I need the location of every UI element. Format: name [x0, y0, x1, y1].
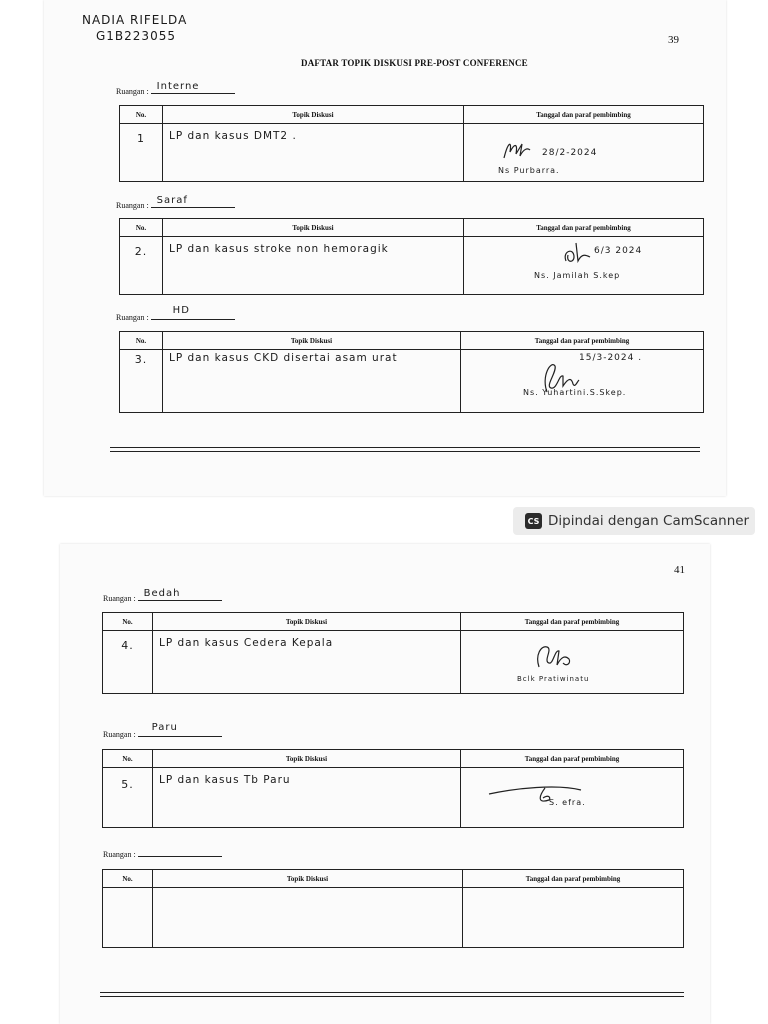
- row-number: 3.: [120, 350, 163, 413]
- col-no: No.: [120, 332, 163, 350]
- col-topic: Topik Diskusi: [163, 332, 461, 350]
- ruangan-value: Interne: [156, 81, 200, 92]
- ruangan-label: Ruangan :: [116, 201, 149, 210]
- row-number: 5.: [103, 768, 153, 828]
- ruangan-value: Bedah: [143, 588, 181, 599]
- col-no: No.: [103, 613, 153, 631]
- topic-text: [153, 888, 463, 948]
- discussion-table: [102, 612, 684, 694]
- ruangan-value: HD: [172, 305, 190, 316]
- ruangan-line: [138, 846, 222, 857]
- ruangan-value: Saraf: [156, 195, 188, 206]
- discussion-table: [102, 869, 684, 948]
- col-topic: Topik Diskusi: [153, 613, 461, 631]
- ruangan-label: Ruangan :: [103, 594, 136, 603]
- signature-cell: [464, 124, 704, 182]
- col-topic: Topik Diskusi: [153, 870, 463, 888]
- student-id: G1B223055: [96, 29, 176, 43]
- topic-text: LP dan kasus DMT2 .: [163, 124, 464, 182]
- signature-cell: [464, 237, 704, 295]
- signature-cell: [461, 631, 684, 694]
- sign-date: 28/2-2024: [542, 148, 598, 158]
- sign-date: 15/3-2024 .: [579, 353, 643, 363]
- topic-text: LP dan kasus Tb Paru: [153, 768, 461, 828]
- ruangan-line: [151, 305, 235, 320]
- supervisor-name: Ns Purbarra.: [498, 166, 560, 175]
- scanned-page-41: [60, 544, 710, 1024]
- scanned-page-39: [44, 0, 726, 496]
- col-no: No.: [103, 750, 153, 768]
- sign-date: 6/3 2024: [594, 246, 643, 256]
- student-name: NADIA RIFELDA: [82, 13, 188, 27]
- document-title: DAFTAR TOPIK DISKUSI PRE-POST CONFERENCE: [301, 58, 528, 68]
- page-number: 39: [668, 34, 679, 46]
- col-no: No.: [103, 870, 153, 888]
- camscanner-watermark: [513, 507, 755, 535]
- col-no: No.: [120, 219, 163, 237]
- col-topic: Topik Diskusi: [163, 219, 464, 237]
- supervisor-name: S. efra.: [549, 798, 586, 807]
- camscanner-text: Dipindai dengan CamScanner: [548, 513, 750, 529]
- ruangan-line: [151, 197, 235, 208]
- ruangan-field: [116, 83, 235, 96]
- page-number: 41: [674, 564, 685, 576]
- ruangan-label: Ruangan :: [116, 313, 149, 322]
- bottom-double-rule: [110, 447, 700, 452]
- col-date-sign: Tanggal dan paraf pembimbing: [461, 613, 684, 631]
- ruangan-line: [138, 590, 222, 601]
- col-topic: Topik Diskusi: [163, 106, 464, 124]
- supervisor-name: Ns. Yuhartini.S.Skep.: [523, 388, 627, 397]
- topic-text: LP dan kasus Cedera Kepala: [153, 631, 461, 694]
- discussion-table: [119, 105, 704, 182]
- col-topic: Topik Diskusi: [153, 750, 461, 768]
- camscanner-icon: CS: [525, 513, 542, 529]
- ruangan-field: [103, 590, 222, 603]
- supervisor-name: Ns. Jamilah S.kep: [534, 271, 621, 280]
- ruangan-value: Paru: [151, 722, 178, 733]
- discussion-table: [119, 331, 704, 413]
- row-number: 1: [120, 124, 163, 182]
- ruangan-line: [138, 722, 222, 737]
- bottom-double-rule: [100, 992, 684, 997]
- discussion-table: [102, 749, 684, 828]
- supervisor-name: Bclk Pratiwinatu: [517, 675, 590, 683]
- topic-text: LP dan kasus CKD disertai asam urat: [163, 350, 461, 413]
- signature-cell: [461, 350, 704, 413]
- signature-mark: [560, 241, 594, 267]
- signature-cell: [463, 888, 684, 948]
- ruangan-field: [103, 846, 222, 859]
- col-no: No.: [120, 106, 163, 124]
- col-date-sign: Tanggal dan paraf pembimbing: [461, 750, 684, 768]
- row-number: [103, 888, 153, 948]
- ruangan-field: [116, 197, 235, 210]
- row-number: 4.: [103, 631, 153, 694]
- discussion-table: [119, 218, 704, 295]
- topic-text: LP dan kasus stroke non hemoragik: [163, 237, 464, 295]
- ruangan-field: [116, 305, 235, 322]
- row-number: 2.: [120, 237, 163, 295]
- ruangan-field: [103, 722, 222, 739]
- col-date-sign: Tanggal dan paraf pembimbing: [464, 219, 704, 237]
- ruangan-label: Ruangan :: [103, 730, 136, 739]
- col-date-sign: Tanggal dan paraf pembimbing: [463, 870, 684, 888]
- col-date-sign: Tanggal dan paraf pembimbing: [461, 332, 704, 350]
- ruangan-label: Ruangan :: [103, 850, 136, 859]
- col-date-sign: Tanggal dan paraf pembimbing: [464, 106, 704, 124]
- signature-mark: [531, 641, 577, 671]
- signature-cell: [461, 768, 684, 828]
- signature-mark: [500, 138, 534, 162]
- ruangan-line: [151, 83, 235, 94]
- ruangan-label: Ruangan :: [116, 87, 149, 96]
